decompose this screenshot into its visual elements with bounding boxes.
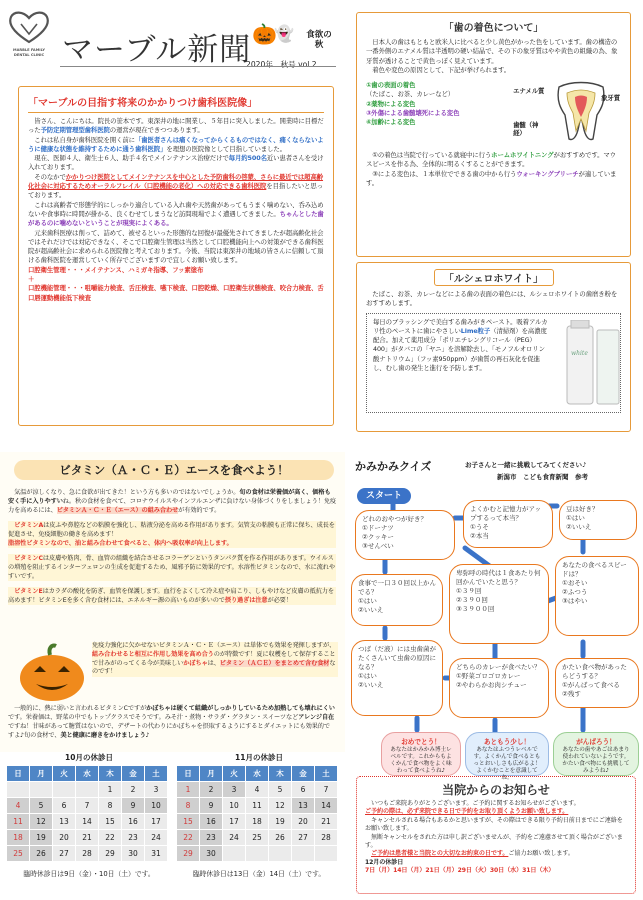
dec-title: 12月の休診日 <box>365 858 404 866</box>
a1-p3a: 現在、医師４人、衛生士６人、助手４名でメインテナンス治療だけで <box>34 154 229 163</box>
article-lucero-white <box>356 262 631 432</box>
calendar-day-cell: 8 <box>177 798 200 814</box>
article1-heading: 「マーブルの目指す将来のかかりつけ歯科医院像」 <box>28 94 324 113</box>
oct-table <box>6 765 168 862</box>
quiz-q2 <box>463 500 553 548</box>
calendar-day-cell <box>53 782 76 798</box>
quiz-q3 <box>559 500 637 540</box>
q5-text: 卑弥呼の時代は１食あたり何回かんでいたと思う？ <box>456 569 541 586</box>
calendar-day-cell <box>292 846 315 862</box>
calendar-november <box>176 752 342 878</box>
oct-title: 10月の休診日 <box>65 753 113 762</box>
a1-p4b: を目指したいと思っております。 <box>28 182 323 200</box>
notice-p5: ご予約は患者様と当院との大切なお約束の日です。 <box>371 850 509 858</box>
a1-p4a: そのなかで <box>34 172 66 181</box>
vitamin-e-text: はカラダの酸化を防ぎ、血管を保護します。血行をよくして冷え症や肩こり、しもやけなど皮膚の抵抗力を高めます！ビタミンEを多く含む食材には、エネルギー源の高いものが多いので <box>8 588 334 604</box>
notice-p1: いつもご来院ありがとうございます。ご予約に関するお知らせがございます。 <box>371 800 580 807</box>
calendar-day-cell: 5 <box>30 798 53 814</box>
weekday-cell: 火 <box>53 766 76 782</box>
calendar-day-cell: 12 <box>269 798 292 814</box>
weekday-cell: 水 <box>76 766 99 782</box>
calendar-day-cell: 7 <box>315 782 338 798</box>
q2-opt1[interactable]: ①うそ <box>470 523 489 531</box>
header-rule <box>60 66 336 67</box>
weekday-cell: 日 <box>177 766 200 782</box>
r2-text: あなたはふつうレベルです。よくかんで食べるともっとおいしさも広がるよ！よくかむことを意識してね。 <box>473 747 541 781</box>
calendar-day-cell: 20 <box>292 814 315 830</box>
q4-opt1[interactable]: ①はい <box>358 597 377 605</box>
weekday-cell: 金 <box>122 766 145 782</box>
v-p1: 気温が涼しくなり、急に食欲が出てきた！という方も多いのではないでしょうか。 <box>14 489 240 496</box>
product-label: white <box>571 349 588 357</box>
calendar-day-cell: 31 <box>145 846 168 862</box>
a2-p4a: ③による変色は、１本単位でできる歯の中から行う <box>372 169 517 178</box>
calendar-week-row <box>7 814 168 830</box>
q6-opt1[interactable]: ①おそい <box>562 579 588 587</box>
calendar-day-cell: 24 <box>223 830 246 846</box>
calendar-day-cell: 2 <box>200 782 223 798</box>
weekday-cell: 金 <box>292 766 315 782</box>
a2-p4-hl: ウォーキングブリーチ <box>516 169 579 178</box>
q1-text: どれのおやつが好き？ <box>362 515 427 523</box>
notice-body <box>365 800 627 876</box>
calendar-day-cell: 30 <box>122 846 145 862</box>
cause-1: ①歯の表面の着色 <box>366 81 416 90</box>
calendar-day-cell: 21 <box>76 830 99 846</box>
a3-p2 <box>373 318 549 374</box>
vitamin-section <box>0 452 345 752</box>
calendar-day-cell: 11 <box>246 798 269 814</box>
calendar-day-cell <box>30 782 53 798</box>
calendar-day-cell: 9 <box>200 798 223 814</box>
pump-1e: なのです！ <box>92 659 336 676</box>
stain-cause-list <box>366 81 513 145</box>
calendar-day-cell: 19 <box>269 814 292 830</box>
clinic-logo <box>8 10 50 56</box>
start-badge: スタート <box>357 488 411 504</box>
vitamin-body <box>8 488 336 605</box>
q3-opt2[interactable]: ②いいえ <box>566 523 592 531</box>
a2-p2: 着色や変色の原因として、下記が挙げられます。 <box>372 65 511 74</box>
calendar-week-row <box>177 782 338 798</box>
pump-1d: は、 <box>207 659 220 667</box>
calendar-day-cell: 1 <box>177 782 200 798</box>
stain-cause-section <box>366 81 621 145</box>
vitamin-e-hl: 摂り過ぎは注意 <box>224 597 268 604</box>
q5-opt3[interactable]: ③３９００回 <box>456 605 495 613</box>
a3-p2-hl: Lime粒子 <box>460 326 491 335</box>
a1-p3-hl: 毎月約500名 <box>228 154 267 163</box>
jack-o-lantern-icon <box>16 642 88 704</box>
calendar-week-row <box>177 798 338 814</box>
pump-hl: かぼちゃ <box>183 659 208 667</box>
q9-opt1[interactable]: ①がんばって食べる <box>562 681 620 689</box>
a1-p2-hl: 「歯医者さんは痛くなってからくるものではなく、痛くならないように健康な状態を維持するために通う歯科医院」 <box>28 135 324 153</box>
ghost-icon: 👻 <box>274 24 294 43</box>
vitamin-last <box>8 704 336 740</box>
q2-opt2[interactable]: ②本当 <box>470 532 489 540</box>
vl-1: 一般的に、熱に弱いと言われるビタミンCですが <box>14 705 147 712</box>
cause-1-detail: （たばこ、お茶、カレーなど） <box>366 90 455 99</box>
a1-p6: 元来歯科医療は削って、詰めて、被せるといった形態的な回復が最優先されてきましたが超高齢化社会ではそれだけでは対応できなく、そこで口腔衛生管理は当然として口腔機能向上への対策ができる歯科医院が超高齢社会に求められる医院像と考えております。今後、当院は東深井の地域の皆さんに信頼して頂ける歯科医院を運営していく所存でございますので宜しくお願い致します。 <box>28 228 324 265</box>
quiz-q6 <box>555 556 639 636</box>
weekday-cell: 水 <box>246 766 269 782</box>
a2-p1: 日本人の歯はもともと欧米人に比べると少し黄色がかった色をしています。歯の構造の一番外側のエナメル質は半透明の硬い結晶で、その下の象牙質はやや黄色の組織の為、象牙質が透けることで黄色っぽく見えています。 <box>366 38 618 65</box>
r3-text: あなたの歯やあごはあまり使われていないようです。かたい食べ物にも挑戦してみようね♪ <box>562 747 630 774</box>
q7-text: つば（だ液）には虫歯菌がたくさんいて虫歯の原因になる？ <box>358 645 436 671</box>
pump-1: 免疫力強化に欠かせないビタミンＡ・Ｃ・Ｅ（エース）は単体でも効果を発揮しますが、 <box>92 642 336 649</box>
quiz-section <box>345 452 643 781</box>
label-enamel: エナメル質 <box>513 87 545 96</box>
q5-opt1[interactable]: ①３９回 <box>456 587 482 595</box>
calendar-day-cell: 6 <box>53 798 76 814</box>
weekday-cell: 月 <box>200 766 223 782</box>
calendar-day-cell: 2 <box>122 782 145 798</box>
header <box>0 0 345 82</box>
q6-text: あなたの食べるスピードは？ <box>562 561 627 578</box>
calendar-day-cell: 10 <box>223 798 246 814</box>
q8-opt1[interactable]: ①野菜ゴロゴロカレー <box>456 672 521 680</box>
pumpkin-illustration <box>16 642 88 704</box>
dec-dates: 7日（月）14日（月）21日（月）29日（火）30日（水）31日（木） <box>365 867 555 875</box>
q8-text: どちらのカレーが食べたい？ <box>456 663 541 671</box>
vitamin-c-label: ビタミンC <box>14 555 43 562</box>
r3-title: がんばろう！ <box>576 738 616 746</box>
article-future-clinic <box>18 86 334 426</box>
calendar-day-cell: 27 <box>53 846 76 862</box>
calendar-day-cell: 13 <box>292 798 315 814</box>
calendar-day-cell: 4 <box>7 798 30 814</box>
q4-opt2[interactable]: ②いいえ <box>358 606 384 614</box>
calendar-day-cell: 18 <box>246 814 269 830</box>
quiz-q5 <box>449 564 549 644</box>
quiz-q8 <box>449 658 549 718</box>
a1-p1: 皆さん、こんにちは。院長の笹本です。東深井の地に開業し、５年目に突入しました。開業時に目標だった <box>28 117 324 135</box>
a1-p2a: これは私自身が歯科医院を開く前に <box>34 135 135 144</box>
r2-title: あともう少し！ <box>483 738 531 746</box>
calendar-day-cell: 15 <box>177 814 200 830</box>
calendar-week-row <box>177 846 338 862</box>
calendar-week-row <box>7 798 168 814</box>
calendar-day-cell: 22 <box>99 830 122 846</box>
label-dentin: 象牙質 <box>601 94 620 103</box>
weekday-cell: 土 <box>315 766 338 782</box>
notice-p4: 無断キャンセルをされた方は申し訳ございませんが、予約をご遠慮させて頂く場合がございます。 <box>365 833 623 850</box>
nov-title: 11月の休診日 <box>235 753 283 762</box>
season-label: 食欲の秋 <box>306 30 332 50</box>
calendar-week-row <box>177 814 338 830</box>
calendar-day-cell: 30 <box>200 846 223 862</box>
vitamin-e-end: が必要！ <box>267 597 292 604</box>
a2-p3b: がおすすめです。マウスピースを作る為、全体的に明るくすることができます。 <box>366 151 616 169</box>
a1-p2b: を理想の医院像として目指していました。 <box>166 144 286 153</box>
calendar-day-cell: 28 <box>76 846 99 862</box>
v-p1-hl: ビタミンＡ・Ｃ・Ｅ（エース）の組み合わせ <box>56 507 179 514</box>
calendar-day-cell: 16 <box>122 814 145 830</box>
quiz-q4 <box>351 574 443 626</box>
calendar-day-cell: 23 <box>200 830 223 846</box>
calendar-day-cell: 18 <box>7 830 30 846</box>
notice-p2: ご予約の際は、必ず来院できる日で予約をお取り頂くようお願い致します。 <box>365 808 569 816</box>
calendar-week-row <box>177 830 338 846</box>
a2-p4b: が適しています。 <box>366 169 617 188</box>
q1-opt1[interactable]: ①ドーナツ <box>362 524 394 532</box>
calendar-day-cell: 25 <box>246 830 269 846</box>
weekday-cell: 火 <box>223 766 246 782</box>
notice-p3: キャンセルされる場合もあるかと思いますが、その際はできる限り予約日前日までにご連絡をお願い致します。 <box>365 816 623 833</box>
calendar-day-cell: 8 <box>99 798 122 814</box>
article-tooth-stain <box>356 12 631 257</box>
a1-list2: 口腔機能管理・・・咀嚼能力検査、舌圧検査、嚥下検査、口腔乾燥、口腔衛生状態検査、咬合力検査、舌口唇運動機能低下検査 <box>28 284 324 302</box>
pump-hl2: ビタミン（ＡＣＥ）をまとめて含む食材 <box>219 659 330 667</box>
nov-note: 臨時休診日は13日（金）14日（土）です。 <box>192 870 326 878</box>
pumpkin-icon: 🎃 <box>252 22 277 46</box>
calendar-day-cell: 12 <box>30 814 53 830</box>
calendar-day-cell: 26 <box>30 846 53 862</box>
calendar-day-cell <box>76 782 99 798</box>
q7-opt1[interactable]: ①はい <box>358 672 377 680</box>
calendar-header-row <box>7 766 168 782</box>
q3-text: 豆は好き？ <box>566 505 599 513</box>
q6-opt3[interactable]: ③はやい <box>562 597 588 605</box>
q1-opt2[interactable]: ②クッキー <box>362 533 394 541</box>
cause-2: ②薬物による変色 <box>366 99 416 108</box>
calendar-day-cell: 17 <box>145 814 168 830</box>
calendar-day-cell: 14 <box>76 814 99 830</box>
vl-2: かぼちゃは硬くて組織がしっかりしているため加熱しても壊れにくい <box>146 705 335 712</box>
calendar-day-cell: 13 <box>53 814 76 830</box>
notice-section <box>356 776 636 894</box>
notice-title: 当院からのお知らせ <box>442 783 550 797</box>
q5-opt2[interactable]: ②３９０回 <box>456 596 488 604</box>
calendar-day-cell <box>223 846 246 862</box>
q7-opt2[interactable]: ②いいえ <box>358 681 384 689</box>
a1-list1: 口腔衛生管理・・・メイテナンス、ハミガキ指導、フッ素塗布 <box>28 265 204 274</box>
calendar-day-cell: 29 <box>99 846 122 862</box>
quiz-title: かみかみクイズ <box>355 460 432 473</box>
calendar-day-cell: 25 <box>7 846 30 862</box>
calendar-day-cell: 15 <box>99 814 122 830</box>
vitamin-a-label: ビタミンA <box>14 522 44 529</box>
tooth-icon <box>551 81 611 143</box>
v-p1b: 旬の食材は栄養価が高く、価格も安く手に入りやすい <box>8 489 331 505</box>
notice-p5b: ご協力お願い致します。 <box>508 850 574 858</box>
calendar-day-cell <box>269 846 292 862</box>
vitamin-heading: ビタミン（Ａ・Ｃ・Ｅ）エースを食べよう！ <box>14 460 334 480</box>
q9-text: かたい食べ物があったらどうする？ <box>562 663 627 680</box>
calendar-header-row <box>177 766 338 782</box>
pumpkin-text <box>92 642 338 677</box>
v-p1c: ね。秋の食材を食べて、コロナウイルスやインフルエンザに負けない身体づくりをしましょう！免疫力を高めるには、 <box>8 498 336 514</box>
cause-4: ④加齢による変色 <box>366 118 416 127</box>
issue-line: 2020年 秋号 vol.2 <box>246 60 317 69</box>
pump-1c: のが特徴です！夏に収穫をして保存することで甘みがのってくる今が美味しい <box>92 650 336 667</box>
a3-p2b: （清掃剤）を高濃度配合。加えて薬用成分「ポリエチレングリコール（PEG）400」がタバコの「ヤニ」を溶解除去し、「モノフルオロリン酸ナトリウム」（フッ素950ppm）が歯質の再石灰化を促進し、むし歯の発生と進行を予防します。 <box>373 326 547 373</box>
r1-text: あなたはかみかみ博士レベルです。これからもよくかんで食べ物をよく味わって食べようね♪ <box>390 747 452 774</box>
result-tryhard <box>553 732 639 776</box>
result-normal <box>465 732 549 781</box>
calendar-october <box>6 752 172 878</box>
a2-p3-hl: ホームホワイトニング <box>491 151 554 160</box>
quiz-credit: 新潟市 こども食育新聞 参考 <box>497 473 588 481</box>
vl-5: 美と健康に磨きをかけましょう♪ <box>60 732 150 739</box>
toothpaste-tube-icon <box>563 320 623 408</box>
calendar-day-cell: 6 <box>292 782 315 798</box>
pump-1b: 組み合わせると相互に作用し効果を高め合う <box>92 650 214 658</box>
calendar-day-cell <box>315 846 338 862</box>
vl-3: です。栄養価は、野菜の中でもトップクラスでそうです。みそ汁・煮物・サラダ・グラタン・スイーツなど <box>8 714 299 721</box>
a2-p3a: ①の着色は当院で行っている就寝中に行う <box>372 151 492 160</box>
calendar-day-cell: 4 <box>246 782 269 798</box>
vl-hl: アレンジ自在 <box>298 714 335 721</box>
weekday-cell: 日 <box>7 766 30 782</box>
q1-opt3[interactable]: ③せんべい <box>362 542 394 550</box>
weekday-cell: 月 <box>30 766 53 782</box>
product-box <box>366 313 621 413</box>
calendar-week-row <box>7 782 168 798</box>
a3-p2a: 毎日のブラッシングで美白する歯みがきペースト。吸着アルカリ性のペーストに歯にやさしい <box>373 317 548 335</box>
heart-logo-icon <box>8 10 50 44</box>
logo-text: MARBLE FAMILY DENTAL CLINIC <box>13 48 45 57</box>
quiz-q7 <box>351 640 443 716</box>
a1-p1-end: の運営が現在できつつあります。 <box>109 126 204 135</box>
calendar-day-cell: 21 <box>315 814 338 830</box>
quiz-q9 <box>555 658 639 708</box>
calendar-day-cell <box>7 782 30 798</box>
toothpaste-product-image <box>563 320 623 408</box>
calendar-day-cell <box>246 846 269 862</box>
result-expert <box>381 732 461 776</box>
calendar-day-cell: 27 <box>292 830 315 846</box>
calendar-day-cell: 26 <box>269 830 292 846</box>
article2-body <box>366 38 621 188</box>
calendar-week-row <box>7 830 168 846</box>
a1-list-plus: ＋ <box>28 275 35 284</box>
q8-opt2[interactable]: ②やわらかお肉シチュー <box>456 681 527 689</box>
q9-opt2[interactable]: ②残す <box>562 690 581 698</box>
a1-p5: これは高齢者で形態学的にしっかり適合している入れ歯や天然歯があってもうまく噛めない、呑み込めないや食事時に時間が掛かる、良くむせてしまうなど訪問現場でよく遭遇してきました。 <box>28 200 324 218</box>
calendar-day-cell: 23 <box>122 830 145 846</box>
calendar-day-cell: 5 <box>269 782 292 798</box>
r1-title: おめでとう！ <box>401 738 441 746</box>
vitamin-a-note: 脂溶性ビタミンなので、油と組み合わせて食べると、体内へ吸収率が向上します。 <box>8 540 233 547</box>
cause-3: ③外傷による歯髄壊死による変色 <box>366 109 460 118</box>
article3-heading: 「ルシェロホワイト」 <box>434 269 554 286</box>
calendar-day-cell: 17 <box>223 814 246 830</box>
calendar-week-row <box>7 846 168 862</box>
tooth-diagram <box>513 81 621 145</box>
weekday-cell: 木 <box>269 766 292 782</box>
calendar-day-cell: 3 <box>223 782 246 798</box>
calendar-day-cell: 14 <box>315 798 338 814</box>
calendar-day-cell: 28 <box>315 830 338 846</box>
vl-4: ですね！甘味があって糖質はないので、デザートの代わりにかぼちゃを摂取するようにするとダイエットにも効果的ですよ♪旬の食材で、 <box>8 723 330 739</box>
a1-p4-hl: かかりつけ医院としてメインテナンスを中心とした予防歯科の啓蒙、さらに最近では超高齢化社会に対応するためオーラルフレイル（口腔機能の老化）への対応できる歯科医院 <box>28 172 324 191</box>
calendar-day-cell: 10 <box>145 798 168 814</box>
calendar-day-cell: 16 <box>200 814 223 830</box>
vitamin-a-text: は皮ふや鼻腔などの粘膜を強化し、粘液分泌を高める作用があります。気管支の粘膜も正常に保ち、成長を促進させ、免疫細胞の働きを高めます！ <box>8 522 335 538</box>
q6-opt2[interactable]: ②ふつう <box>562 588 588 596</box>
quiz-intro: お子さんと一緒に挑戦してみてください♪ <box>465 461 587 469</box>
vitamin-c-text: は皮膚や筋肉、骨、血管の組織を結合させるコラーゲンというタンパク質を作る作用があります。ウイルスの増殖を阻止するインターフェロンの生成を促進するため、風邪予防に効果的です。水溶性ビタミンなので、水に流れやすいです。 <box>8 555 335 580</box>
vitamin-e-label: ビタミンE <box>14 588 43 595</box>
v-p1d: が有効的です。 <box>178 507 221 514</box>
a1-p1-hl: 予防定期管理型歯科医院 <box>40 126 110 135</box>
calendar-day-cell: 24 <box>145 830 168 846</box>
q4-text: 食事で一口３０回以上かんでる？ <box>358 579 436 596</box>
a1-p3b: 近い患者さんを受け入れております。 <box>28 154 324 172</box>
weekday-cell: 木 <box>99 766 122 782</box>
calendar-day-cell: 1 <box>99 782 122 798</box>
calendar-day-cell: 19 <box>30 830 53 846</box>
a3-p1-text: たばこ、お茶、カレーなどによる歯の表面の着色には、ルシェロホワイトの歯磨き粉をおすすめします。 <box>366 290 618 308</box>
weekday-cell: 土 <box>145 766 168 782</box>
calendar-day-cell: 3 <box>145 782 168 798</box>
nov-table <box>176 765 338 862</box>
label-pulp: 歯髄（神経） <box>513 121 539 138</box>
calendar-day-cell: 11 <box>7 814 30 830</box>
q2-text: よくかむと記憶力がアップするって本当？ <box>470 505 542 522</box>
quiz-q1 <box>355 510 455 560</box>
a3-p1 <box>366 290 621 309</box>
article2-heading: 「歯の着色について」 <box>443 23 544 34</box>
oct-note: 臨時休診日は9日（金）・10日（土）です。 <box>23 870 155 878</box>
calendar-day-cell: 29 <box>177 846 200 862</box>
a1-p5-hl: ちゃんとした歯があるのに噛めないということが現実によくある。 <box>28 209 324 228</box>
q3-opt1[interactable]: ①はい <box>566 514 585 522</box>
calendar-day-cell: 7 <box>76 798 99 814</box>
article1-body <box>28 117 324 303</box>
calendar-day-cell: 22 <box>177 830 200 846</box>
calendar-day-cell: 20 <box>53 830 76 846</box>
newsletter-title: マーブル新聞 <box>62 32 252 68</box>
calendar-day-cell: 9 <box>122 798 145 814</box>
